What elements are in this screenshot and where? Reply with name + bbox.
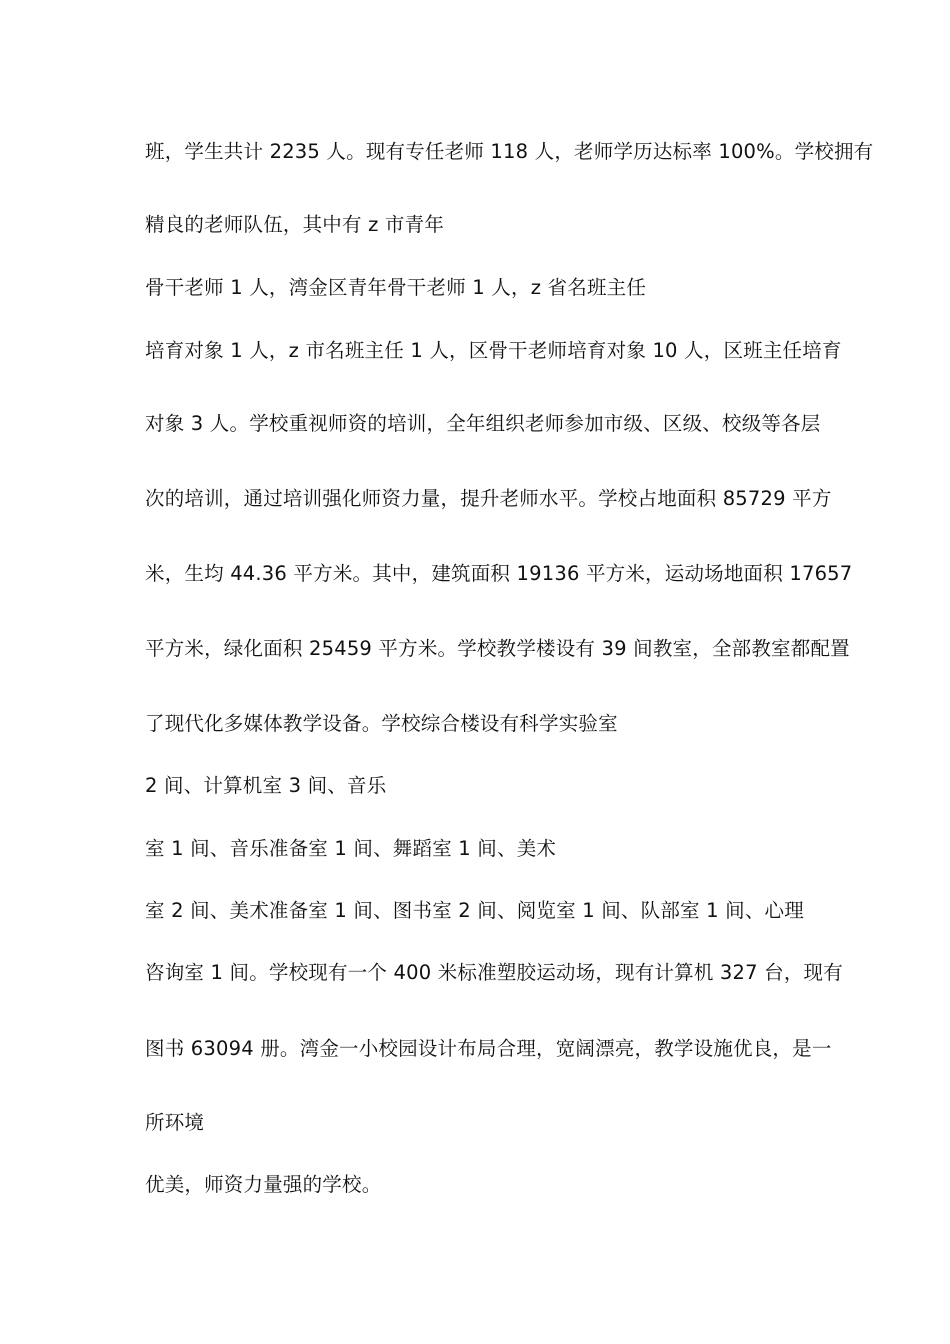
paragraph-line: 2 间、计算机室 3 间、音乐 <box>145 774 387 797</box>
paragraph-line: 咨询室 1 间。学校现有一个 400 米标准塑胶运动场，现有计算机 327 台，现有 <box>145 961 843 984</box>
paragraph-line: 班，学生共计 2235 人。现有专任老师 118 人，老师学历达标率 100%。学校拥有 <box>145 140 874 163</box>
paragraph-line: 对象 3 人。学校重视师资的培训，全年组织老师参加市级、区级、校级等各层 <box>145 412 821 435</box>
paragraph-line: 平方米，绿化面积 25459 平方米。学校教学楼设有 39 间教室，全部教室都配置 <box>145 637 850 660</box>
paragraph-line: 了现代化多媒体教学设备。学校综合楼设有科学实验室 <box>145 712 618 735</box>
paragraph-line: 所环境 <box>145 1111 205 1134</box>
paragraph-line: 米，生均 44.36 平方米。其中，建筑面积 19136 平方米，运动场地面积 17657 <box>145 562 853 585</box>
paragraph-line: 室 2 间、美术准备室 1 间、图书室 2 间、阅览室 1 间、队部室 1 间、心理 <box>145 899 804 922</box>
paragraph-line: 培育对象 1 人，z 市名班主任 1 人，区骨干老师培育对象 10 人，区班主任培育 <box>145 339 842 362</box>
paragraph-line: 优美，师资力量强的学校。 <box>145 1173 382 1196</box>
paragraph-line: 次的培训，通过培训强化师资力量，提升老师水平。学校占地面积 85729 平方 <box>145 487 832 510</box>
paragraph-line: 图书 63094 册。湾金一小校园设计布局合理，宽阔漂亮，教学设施优良，是一 <box>145 1037 832 1060</box>
paragraph-line: 室 1 间、音乐准备室 1 间、舞蹈室 1 间、美术 <box>145 837 557 860</box>
paragraph-line: 精良的老师队伍，其中有 z 市青年 <box>145 213 445 236</box>
paragraph-line: 骨干老师 1 人，湾金区青年骨干老师 1 人，z 省名班主任 <box>145 276 647 299</box>
